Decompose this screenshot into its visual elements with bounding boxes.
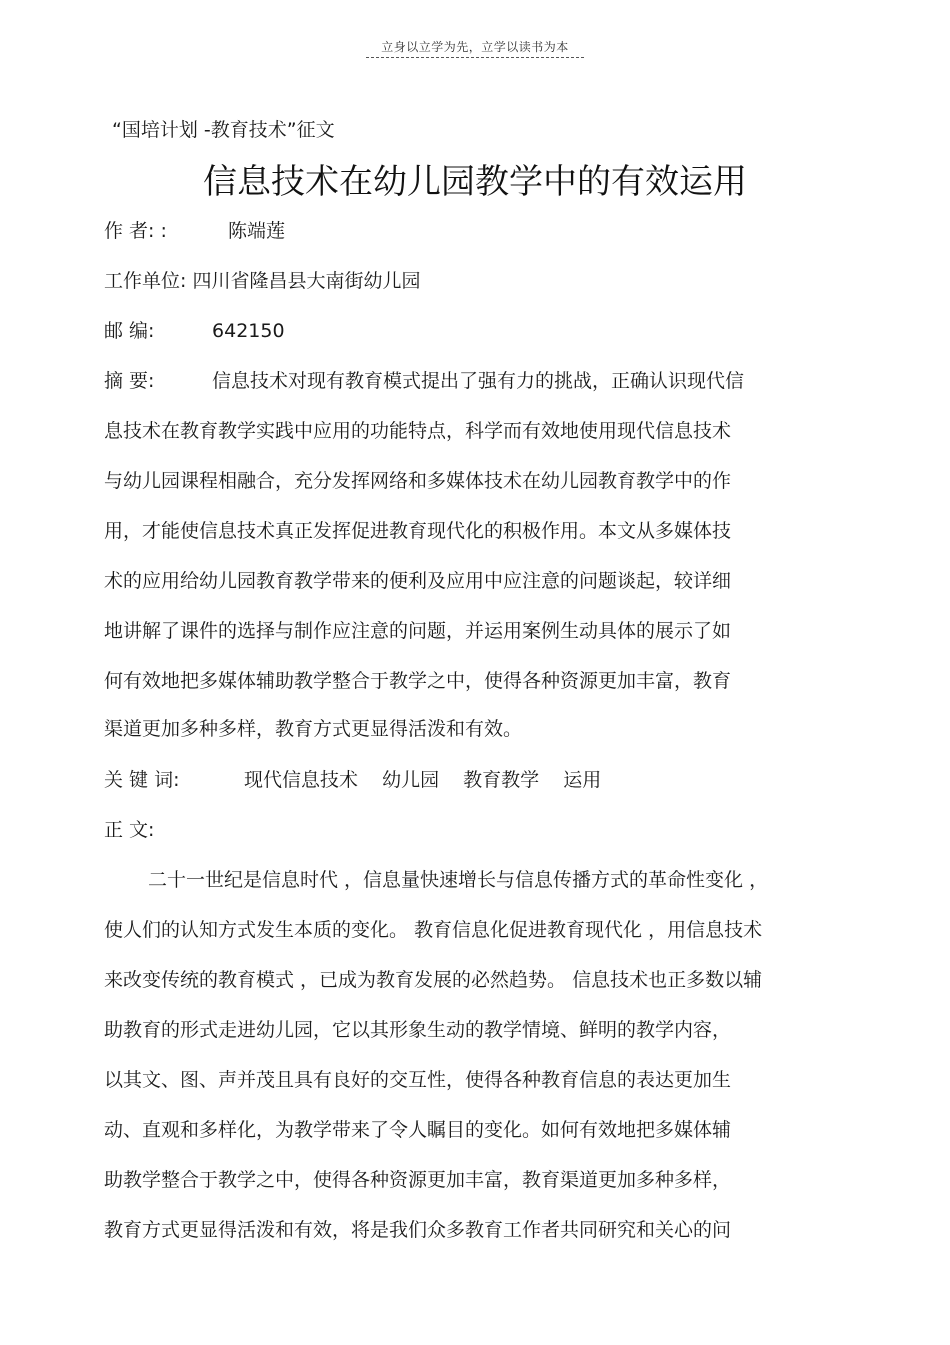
postcode-value: 642150	[212, 320, 285, 342]
keyword: 幼儿园	[382, 769, 440, 791]
body-label: 正 文:	[104, 819, 155, 841]
body-line: 助教学整合于教学之中，使得各种资源更加丰富，教育渠道更加多种多样，	[104, 1169, 732, 1191]
postcode-label: 邮 编:	[104, 320, 155, 342]
author-value: 陈端莲	[228, 220, 286, 242]
abstract-line: 何有效地把多媒体辅助教学整合于教学之中，使得各种资源更加丰富，教育	[104, 670, 732, 692]
author-row	[104, 219, 285, 243]
document-title: 信息技术在幼儿园教学中的有效运用	[203, 162, 747, 202]
keywords-row	[104, 768, 619, 792]
header-divider	[366, 57, 584, 58]
body-line: 使人们的认知方式发生本质的变化。 教育信息化促进教育现代化 ，用信息技术	[104, 919, 763, 941]
body-line: 助教育的形式走进幼儿园，它以其形象生动的教学情境、鲜明的教学内容，	[104, 1019, 732, 1041]
body-line: 动、直观和多样化，为教学带来了令人瞩目的变化。如何有效地把多媒体辅	[104, 1119, 732, 1141]
body-line: 以其文、图、声并茂且具有良好的交互性，使得各种教育信息的表达更加生	[104, 1069, 732, 1091]
abstract-line: 渠道更加多种多样，教育方式更显得活泼和有效。	[104, 718, 523, 740]
document-subtitle: “国培计划 -教育技术”征文	[112, 119, 335, 141]
abstract-label: 摘 要:	[104, 370, 155, 392]
unit-label: 工作单位:	[104, 270, 187, 292]
keyword: 教育教学	[463, 769, 540, 791]
abstract-line: 信息技术对现有教育模式提出了强有力的挑战，正确认识现代信	[212, 370, 745, 392]
body-line: 二十一世纪是信息时代 ，信息量快速增长与信息传播方式的革命性变化 ，	[148, 869, 769, 891]
header-motto: 立身以立学为先，立学以读书为本	[381, 40, 569, 54]
postcode-row	[104, 319, 285, 343]
unit-row	[104, 269, 420, 293]
abstract-line: 息技术在教育教学实践中应用的功能特点，科学而有效地使用现代信息技术	[104, 420, 732, 442]
body-line: 来改变传统的教育模式 ，已成为教育发展的必然趋势。 信息技术也正多数以辅	[104, 969, 763, 991]
keywords-label: 关 键 词:	[104, 769, 180, 791]
author-label: 作 者: :	[104, 220, 167, 242]
abstract-line: 用，才能使信息技术真正发挥促进教育现代化的积极作用。本文从多媒体技	[104, 520, 732, 542]
keyword: 现代信息技术	[244, 769, 359, 791]
abstract-line: 术的应用给幼儿园教育教学带来的便利及应用中应注意的问题谈起，较详细	[104, 570, 732, 592]
body-line: 教育方式更显得活泼和有效，将是我们众多教育工作者共同研究和关心的问	[104, 1219, 732, 1241]
abstract-row	[104, 369, 744, 393]
unit-value: 四川省隆昌县大南街幼儿园	[192, 270, 421, 292]
abstract-line: 与幼儿园课程相融合，充分发挥网络和多媒体技术在幼儿园教育教学中的作	[104, 470, 732, 492]
keyword: 运用	[563, 769, 602, 791]
abstract-line: 地讲解了课件的选择与制作应注意的问题，并运用案例生动具体的展示了如	[104, 620, 732, 642]
